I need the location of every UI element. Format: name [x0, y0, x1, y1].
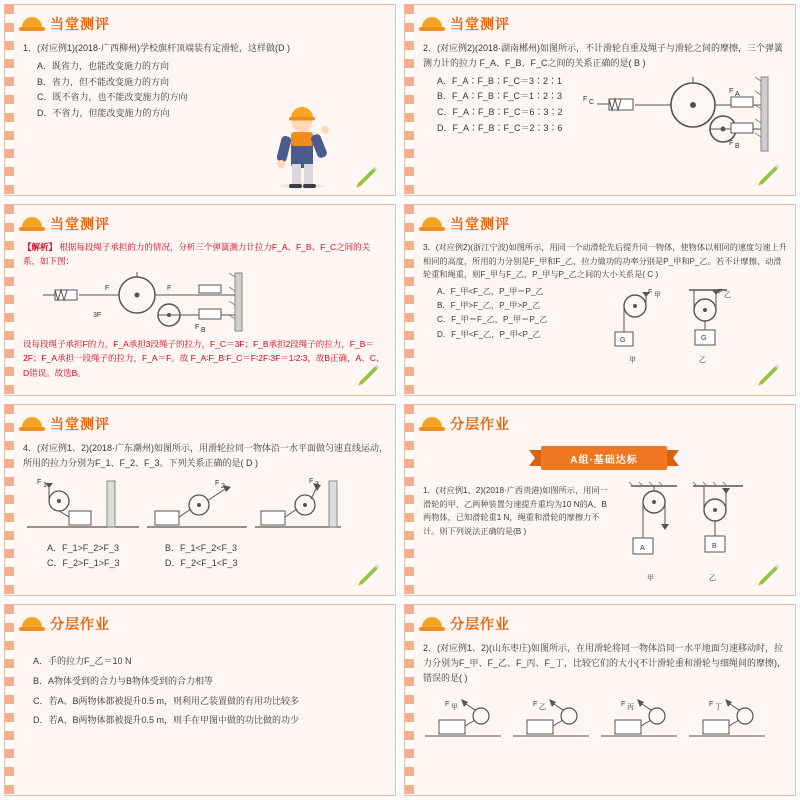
helmet-icon	[19, 217, 45, 232]
slide-content	[419, 205, 789, 395]
svg-text:F: F	[583, 95, 588, 103]
section-ribbon	[529, 446, 679, 470]
svg-text:F: F	[105, 284, 110, 292]
svg-text:甲: 甲	[629, 356, 636, 364]
svg-text:F: F	[709, 700, 714, 708]
decor-strip	[405, 205, 414, 395]
svg-text:F: F	[621, 700, 626, 708]
svg-text:乙: 乙	[709, 575, 716, 582]
slide-content	[19, 605, 389, 795]
svg-text:1: 1	[43, 481, 47, 489]
slide-content	[419, 605, 789, 795]
option-a: A．既省力，也能改变施力的方向	[37, 60, 170, 71]
question-text: 1．(对应例1)(2018·广西柳州)学校旗杆顶端装有定滑轮，这样做(D )	[23, 43, 291, 53]
pencil-icon	[755, 363, 781, 389]
svg-text:F: F	[195, 323, 200, 331]
option-c: C．F_A∶F_B∶F_C＝6∶3∶2	[437, 107, 563, 118]
pencil-icon	[353, 165, 379, 191]
pencil-icon	[355, 363, 381, 389]
svg-text:F: F	[167, 284, 172, 292]
svg-text:乙: 乙	[724, 291, 731, 299]
option-d: D．不省力，但能改变施力的方向	[37, 108, 170, 119]
option-d: D．F_甲<F_乙，P_甲<P_乙	[437, 329, 541, 339]
slide-header	[419, 5, 789, 36]
slide-content	[419, 5, 789, 195]
decor-strip	[5, 205, 14, 395]
option-b: B．A物体受到的合力与B物体受到的合力相等	[33, 675, 214, 686]
pencil-icon	[755, 563, 781, 589]
option-c: C．既不省力，也不能改变施力的方向	[37, 92, 188, 103]
decor-strip	[5, 405, 14, 595]
slide-7	[0, 600, 400, 800]
options-list	[33, 652, 389, 731]
svg-text:A: A	[735, 90, 740, 98]
slide-content	[19, 205, 389, 395]
slide-frame	[404, 4, 796, 196]
slide-header	[419, 605, 789, 636]
slide-content	[419, 405, 789, 595]
option-a: A．F_A∶F_B∶F_C＝3∶2∶1	[437, 75, 563, 86]
svg-text:甲: 甲	[647, 575, 654, 582]
header-title: 分层作业	[50, 616, 110, 632]
svg-text:甲: 甲	[451, 703, 458, 711]
slide-frame	[404, 604, 796, 796]
options-list	[437, 285, 587, 342]
svg-text:B: B	[735, 142, 740, 150]
svg-text:甲: 甲	[654, 291, 661, 299]
decor-strip	[5, 5, 14, 195]
helmet-icon	[419, 217, 445, 232]
svg-text:2: 2	[221, 482, 225, 490]
svg-text:F: F	[718, 288, 723, 296]
option-d: D．F_2<F_1<F_3	[165, 558, 238, 569]
header-title: 当堂测评	[50, 416, 110, 432]
slide-content	[19, 5, 389, 195]
slide-header	[19, 405, 389, 436]
slide-content	[19, 405, 389, 595]
decor-strip	[405, 405, 414, 595]
option-c: C．F_2>F_1>F_3	[47, 558, 120, 569]
header-title: 当堂测评	[450, 16, 510, 32]
options-list	[437, 74, 567, 137]
slide-1	[0, 0, 400, 200]
header-title: 分层作业	[450, 416, 510, 432]
option-a: A．手的拉力F_乙＝10 N	[33, 656, 132, 666]
helmet-icon	[419, 17, 445, 32]
question-text: 4．(对应例1、2)(2018·广东潮州)如图所示，用滑轮拉同一物体沿一水平面做匀速直线运动，所用的拉力分别为F_1、F_2、F_3。下列关系正确的是( D )	[23, 443, 389, 468]
svg-text:乙: 乙	[539, 703, 546, 711]
slide-3	[0, 200, 400, 400]
svg-text:乙: 乙	[699, 356, 706, 364]
helmet-icon	[19, 417, 45, 432]
slide-header	[19, 205, 389, 236]
option-d: D．F_A∶F_B∶F_C＝2∶3∶6	[437, 122, 563, 133]
header-title: 当堂测评	[50, 216, 110, 232]
slide-frame	[4, 404, 396, 596]
helmet-icon	[19, 617, 45, 632]
svg-text:丙: 丙	[627, 703, 634, 711]
helmet-icon	[19, 17, 45, 32]
svg-text:F: F	[445, 700, 450, 708]
svg-text:F: F	[729, 87, 734, 95]
svg-text:F: F	[215, 479, 220, 487]
pencil-icon	[755, 163, 781, 189]
slide-header	[19, 5, 389, 36]
ribbon-label: A组·基础达标	[541, 446, 667, 470]
header-title: 当堂测评	[50, 16, 110, 32]
option-b: B．F_甲>F_乙，P_甲>P_乙	[437, 300, 541, 310]
slide-frame	[404, 404, 796, 596]
svg-text:B: B	[201, 326, 206, 333]
slide-header	[419, 405, 789, 436]
pulley-figure	[593, 286, 743, 368]
helmet-icon	[419, 617, 445, 632]
analysis-title: 【解析】	[23, 242, 58, 252]
slide-frame	[404, 204, 796, 396]
worker-illustration	[267, 94, 337, 189]
svg-text:B: B	[712, 543, 717, 550]
question-text: 2．(对应例2)(2018·湖南郴州)如图所示，不计滑轮自重及绳子与滑轮之间的摩擦，三个弹簧测力计的拉力 F_A、F_B、F_C之间的关系正确的是( B )	[423, 43, 784, 68]
pulley-figure	[419, 696, 789, 742]
slide-header	[19, 605, 389, 636]
question-text: 1．(对应例1、2)(2018·广西贵港)如图所示，用同一滑轮的甲、乙两种装置匀速提升重均为10 N的A、B两物体，已知滑轮重1 N，绳重和滑轮的摩擦力不计。则下列说法正确的是(B )	[423, 486, 608, 536]
pulley-figure	[573, 75, 783, 153]
option-b: B．省力，但不能改变施力的方向	[37, 76, 170, 87]
analysis-block	[23, 240, 385, 269]
question-text: 3．(对应例2)(浙江宁波)如图所示，用同一个动滑轮先后提升同一物体，使物体以相同的速度匀速上升相同的高度，所用的力分别是F_甲和F_乙，拉力做功的功率分别是P_甲和P_乙。若不计摩擦、动滑轮重和绳重，则F_甲与F_乙，P_甲与P_乙之间的大小关系是( C )	[423, 243, 787, 280]
svg-text:F: F	[309, 477, 314, 485]
pulley-figure	[619, 480, 749, 590]
helmet-icon	[419, 417, 445, 432]
pencil-icon	[355, 563, 381, 589]
analysis-line-1: 根据每段绳子承担的力的情况，分析三个弹簧测力计拉力F_A、F_B、F_C之间的关系，如下图：	[23, 242, 371, 267]
slide-frame	[4, 604, 396, 796]
slide-4	[400, 200, 800, 400]
decor-strip	[405, 605, 414, 795]
slide-8	[400, 600, 800, 800]
analysis-line-2: 设每段绳子承担F的力，F_A承担3段绳子的拉力，F_C＝3F；F_B承担2段绳子的拉力，F_B＝2F；F_A承担一段绳子的拉力，F_A＝F。故 F_A∶F_B∶F_C＝F∶2F∶3F＝1∶2∶3，故B正确，A、C、D错误。故选B。	[23, 338, 385, 378]
svg-text:F: F	[729, 139, 734, 147]
option-b: B．F_A∶F_B∶F_C＝1∶2∶3	[437, 91, 563, 102]
slide-2	[400, 0, 800, 200]
svg-text:3: 3	[315, 480, 319, 488]
svg-text:F: F	[533, 700, 538, 708]
decor-strip	[405, 5, 414, 195]
svg-text:G: G	[701, 334, 707, 342]
question-text: 2．(对应例1、2)(山东枣庄)如图所示，在用滑轮将同一物体沿同一水平地面匀速移动时，拉力分别为F_甲、F_乙、F_丙、F_丁，比较它们的大小(不计滑轮重和滑轮与细绳间的摩擦)，错误的是( )	[423, 643, 787, 683]
svg-text:A: A	[640, 545, 645, 552]
svg-text:3F: 3F	[93, 311, 102, 319]
svg-text:C: C	[589, 98, 595, 106]
option-c: C．若A、B两物体都被提升0.5 m，则利用乙装置做的有用功比较多	[33, 695, 300, 706]
svg-text:F: F	[37, 478, 42, 486]
option-a: A．F_1>F_2>F_3	[47, 542, 120, 553]
option-c: C．F_甲＝F_乙，P_甲＝P_乙	[437, 315, 548, 325]
option-b: B．F_1<F_2<F_3	[165, 542, 238, 553]
pulley-figure	[19, 475, 389, 535]
slide-5	[0, 400, 400, 600]
decor-strip	[5, 605, 14, 795]
option-a: A．F_甲<F_乙，P_甲＝P_乙	[437, 286, 544, 296]
svg-text:丁: 丁	[715, 703, 722, 711]
header-title: 分层作业	[450, 616, 510, 632]
svg-text:F: F	[648, 288, 653, 296]
pulley-figure	[19, 271, 389, 333]
slide-frame	[4, 204, 396, 396]
slide-frame	[4, 4, 396, 196]
options-list	[47, 541, 277, 573]
header-title: 当堂测评	[450, 216, 510, 232]
slide-6	[400, 400, 800, 600]
option-d: D．若A、B两物体都被提升0.5 m，则手在甲图中做的功比做的功少	[33, 715, 300, 726]
svg-text:G: G	[620, 336, 626, 344]
slide-header	[419, 205, 789, 236]
